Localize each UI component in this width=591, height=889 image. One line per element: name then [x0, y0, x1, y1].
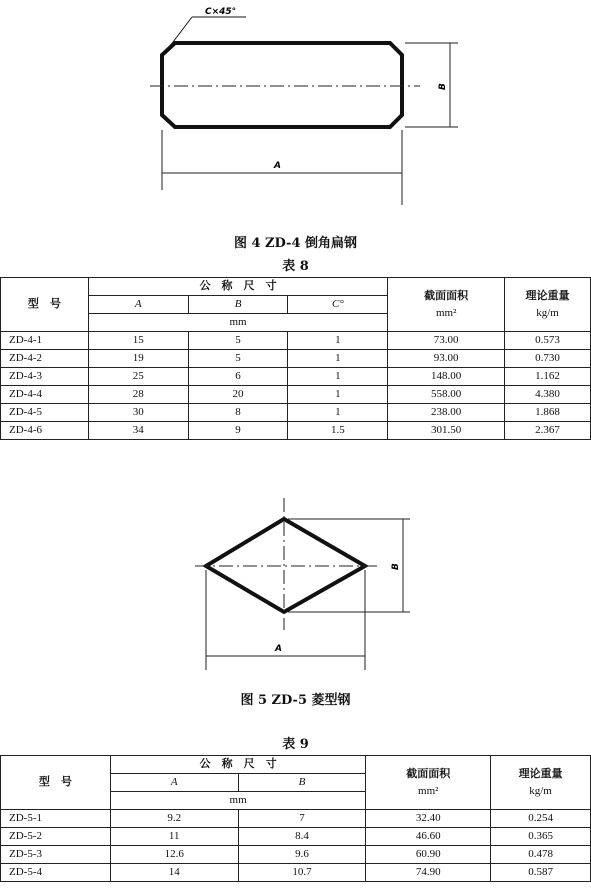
table-row [1, 350, 591, 368]
cell-a: 12.6 [110, 846, 238, 864]
cell-b: 7 [238, 810, 366, 828]
cell-b: 8 [188, 404, 288, 422]
header-col-a: A [110, 774, 238, 792]
cell-area: 32.40 [366, 810, 491, 828]
cell-area: 301.50 [388, 422, 505, 440]
header-nominal: 公 称 尺 寸 [88, 278, 387, 296]
header-area-label: 截面面积 [406, 767, 451, 780]
header-weight-label: 理论重量 [525, 289, 570, 302]
cell-weight: 0.730 [505, 350, 591, 368]
cell-area: 60.90 [366, 846, 491, 864]
dim-a-label: A [274, 161, 281, 171]
header-area-label: 截面面积 [424, 289, 469, 302]
header-col-b: B [238, 774, 366, 792]
header-weight [505, 278, 591, 332]
cell-weight: 0.365 [491, 828, 591, 846]
cell-area: 74.90 [366, 864, 491, 882]
cell-weight: 4.380 [505, 386, 591, 404]
header-area [388, 278, 505, 332]
cell-a: 15 [88, 332, 188, 350]
cell-a: 19 [88, 350, 188, 368]
cell-a: 25 [88, 368, 188, 386]
header-col-a: A [88, 296, 188, 314]
table-row [1, 332, 591, 350]
cell-area: 93.00 [388, 350, 505, 368]
cell-b: 8.4 [238, 828, 366, 846]
cell-a: 9.2 [110, 810, 238, 828]
cell-weight: 0.478 [491, 846, 591, 864]
cell-model: ZD-4-5 [1, 404, 89, 422]
header-weight-label: 理论重量 [518, 767, 563, 780]
header-unit: mm [88, 314, 387, 332]
chamfer-label: C×45° [205, 7, 237, 17]
cell-a: 34 [88, 422, 188, 440]
cell-area: 46.60 [366, 828, 491, 846]
figure4-caption: 图 4 ZD-4 倒角扁钢 [233, 236, 358, 251]
header-model: 型 号 [1, 278, 89, 332]
figure5-drawing [0, 480, 591, 690]
cell-weight: 1.162 [505, 368, 591, 386]
table8 [0, 277, 591, 440]
figure4-drawing [0, 0, 591, 225]
table-row [1, 422, 591, 440]
cell-weight: 0.587 [491, 864, 591, 882]
table-row [1, 828, 591, 846]
cell-model: ZD-4-2 [1, 350, 89, 368]
header-area-unit: mm² [418, 784, 439, 797]
cell-model: ZD-4-1 [1, 332, 89, 350]
cell-model: ZD-5-4 [1, 864, 111, 882]
table-row [1, 846, 591, 864]
cell-c: 1 [288, 404, 388, 422]
cell-area: 238.00 [388, 404, 505, 422]
table-row [1, 404, 591, 422]
figure5-caption: 图 5 ZD-5 菱型钢 [240, 693, 351, 708]
cell-b: 10.7 [238, 864, 366, 882]
dim-a-label: A [275, 644, 282, 654]
cell-b: 5 [188, 332, 288, 350]
header-weight-unit: kg/m [529, 784, 552, 797]
table9 [0, 755, 591, 882]
table-row [1, 386, 591, 404]
cell-model: ZD-4-3 [1, 368, 89, 386]
cell-a: 28 [88, 386, 188, 404]
cell-model: ZD-5-2 [1, 828, 111, 846]
header-weight [491, 756, 591, 810]
cell-b: 9 [188, 422, 288, 440]
cell-weight: 0.254 [491, 810, 591, 828]
cell-b: 5 [188, 350, 288, 368]
cell-model: ZD-4-6 [1, 422, 89, 440]
table8-title: 表 8 [282, 259, 309, 274]
table-row [1, 368, 591, 386]
chamfered-bar-outline [162, 43, 402, 127]
header-col-b: B [188, 296, 288, 314]
cell-a: 11 [110, 828, 238, 846]
cell-model: ZD-4-4 [1, 386, 89, 404]
dim-b-label: B [438, 83, 448, 90]
cell-c: 1.5 [288, 422, 388, 440]
cell-area: 558.00 [388, 386, 505, 404]
cell-c: 1 [288, 332, 388, 350]
header-area-unit: mm² [435, 306, 457, 319]
cell-c: 1 [288, 386, 388, 404]
cell-b: 6 [188, 368, 288, 386]
header-area [366, 756, 491, 810]
cell-model: ZD-5-3 [1, 846, 111, 864]
table-row [1, 810, 591, 828]
header-col-c: C° [288, 296, 388, 314]
header-unit: mm [110, 792, 366, 810]
cell-model: ZD-5-1 [1, 810, 111, 828]
cell-a: 30 [88, 404, 188, 422]
cell-b: 9.6 [238, 846, 366, 864]
cell-b: 20 [188, 386, 288, 404]
cell-a: 14 [110, 864, 238, 882]
cell-area: 73.00 [388, 332, 505, 350]
header-weight-unit: kg/m [536, 306, 559, 319]
dim-b-label: B [391, 563, 401, 570]
cell-weight: 2.367 [505, 422, 591, 440]
header-nominal: 公 称 尺 寸 [110, 756, 366, 774]
cell-area: 148.00 [388, 368, 505, 386]
table-row [1, 864, 591, 882]
cell-weight: 0.573 [505, 332, 591, 350]
cell-weight: 1.868 [505, 404, 591, 422]
table9-title: 表 9 [282, 737, 309, 752]
cell-c: 1 [288, 368, 388, 386]
cell-c: 1 [288, 350, 388, 368]
header-model: 型 号 [1, 756, 111, 810]
